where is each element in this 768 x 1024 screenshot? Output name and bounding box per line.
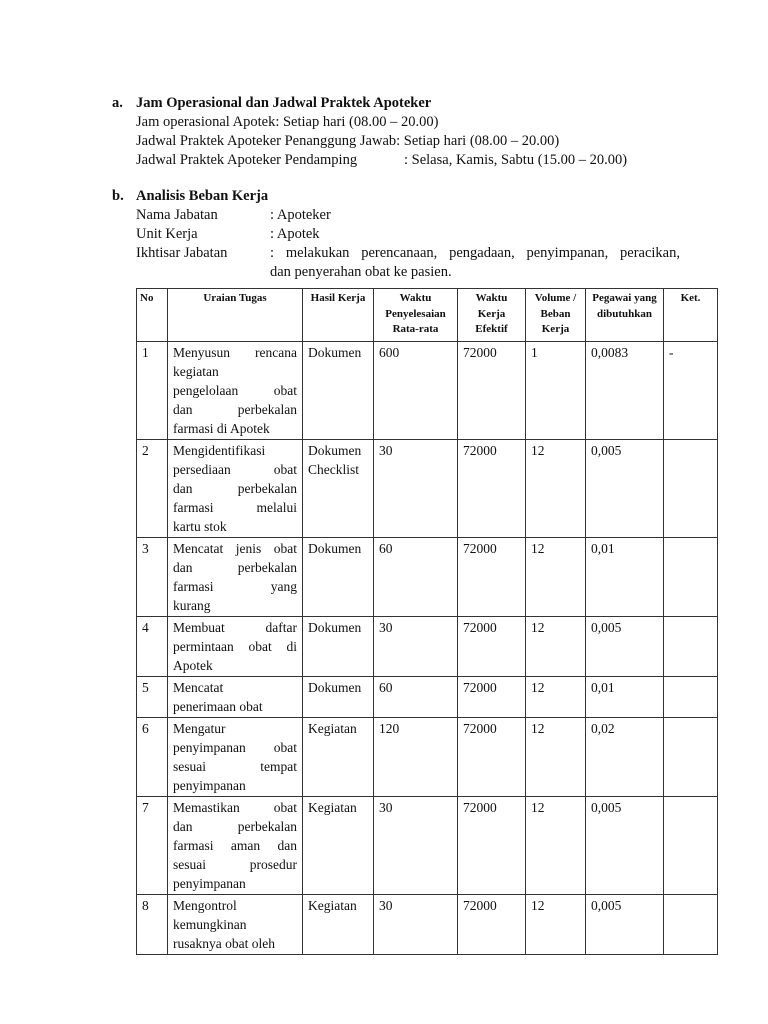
uraian-line: permintaan obat di [173, 638, 297, 654]
uraian-line: kurang [173, 597, 211, 613]
header-waktu-kerja-efektif: Waktu Kerja Efektif [458, 289, 526, 342]
cell-volume: 12 [526, 537, 586, 616]
uraian-line: pengelolaan obat [173, 382, 297, 398]
cell-uraian-tugas [168, 717, 303, 796]
uraian-line: persediaan obat [173, 461, 297, 477]
cell-waktu-penyelesaian: 30 [374, 894, 458, 954]
cell-no: 1 [137, 341, 168, 439]
cell-volume: 12 [526, 796, 586, 894]
uraian-line: dan perbekalan [173, 480, 297, 496]
uraian-line: rusaknya obat oleh [173, 935, 275, 951]
cell-no: 5 [137, 676, 168, 717]
cell-volume: 12 [526, 439, 586, 537]
cell-ket [664, 894, 718, 954]
cell-waktu-kerja-efektif: 72000 [458, 341, 526, 439]
cell-pegawai: 0,005 [586, 796, 664, 894]
cell-ket [664, 439, 718, 537]
cell-pegawai: 0,005 [586, 439, 664, 537]
uraian-line: kartu stok [173, 518, 227, 534]
cell-volume: 1 [526, 341, 586, 439]
uraian-line: dan perbekalan [173, 818, 297, 834]
cell-hasil-kerja: Kegiatan [303, 717, 374, 796]
cell-waktu-kerja-efektif: 72000 [458, 616, 526, 676]
uraian-line: penyimpanan [173, 777, 246, 793]
cell-hasil-kerja: Kegiatan [303, 796, 374, 894]
cell-hasil-kerja: Dokumen Checklist [303, 439, 374, 537]
cell-waktu-penyelesaian: 30 [374, 616, 458, 676]
uraian-line: farmasi aman dan [173, 837, 297, 853]
uraian-line: kemungkinan [173, 916, 247, 932]
cell-no: 3 [137, 537, 168, 616]
header-no: No [137, 289, 168, 342]
ikhtisar-jabatan-row [136, 244, 680, 282]
section-b [112, 187, 680, 282]
uraian-line: farmasi melalui [173, 499, 297, 515]
jadwal-pendamping-label: Jadwal Praktek Apoteker Pendamping [136, 152, 358, 168]
table-row [137, 796, 718, 894]
cell-pegawai: 0,01 [586, 537, 664, 616]
uraian-line: Mengontrol [173, 897, 237, 913]
cell-waktu-penyelesaian: 120 [374, 717, 458, 796]
cell-volume: 12 [526, 616, 586, 676]
cell-uraian-tugas [168, 616, 303, 676]
unit-kerja-label: Unit Kerja [136, 226, 198, 242]
uraian-line: dan perbekalan [173, 401, 297, 417]
uraian-line: farmasi di Apotek [173, 420, 270, 436]
cell-waktu-penyelesaian: 30 [374, 796, 458, 894]
cell-no: 7 [137, 796, 168, 894]
cell-uraian-tugas [168, 796, 303, 894]
cell-uraian-tugas [168, 537, 303, 616]
uraian-line: Mencatat jenis obat [173, 540, 297, 556]
cell-waktu-penyelesaian: 60 [374, 676, 458, 717]
uraian-line: Mengatur [173, 720, 226, 736]
cell-no: 2 [137, 439, 168, 537]
uraian-line: Mencatat [173, 679, 224, 695]
cell-pegawai: 0,01 [586, 676, 664, 717]
cell-ket [664, 796, 718, 894]
section-a [112, 94, 627, 170]
table-row [137, 537, 718, 616]
cell-pegawai: 0,005 [586, 894, 664, 954]
uraian-line: sesuai tempat [173, 758, 297, 774]
uraian-line: Apotek [173, 657, 213, 673]
table-row [137, 717, 718, 796]
table-row [137, 439, 718, 537]
uraian-line: Membuat daftar [173, 619, 297, 635]
cell-waktu-kerja-efektif: 72000 [458, 717, 526, 796]
cell-waktu-kerja-efektif: 72000 [458, 537, 526, 616]
uraian-line: Mengidentifikasi [173, 442, 266, 458]
table-row [137, 616, 718, 676]
uraian-line: penyimpanan obat [173, 739, 297, 755]
uraian-line: farmasi yang [173, 578, 297, 594]
cell-pegawai: 0,02 [586, 717, 664, 796]
cell-pegawai: 0,0083 [586, 341, 664, 439]
ikhtisar-line-1: : melakukan perencanaan, pengadaan, penyimpanan, peracikan, [270, 245, 680, 261]
uraian-line: penyimpanan [173, 875, 246, 891]
cell-hasil-kerja: Kegiatan [303, 894, 374, 954]
cell-uraian-tugas [168, 341, 303, 439]
cell-uraian-tugas [168, 439, 303, 537]
cell-uraian-tugas [168, 894, 303, 954]
header-volume-beban-kerja: Volume / Beban Kerja [526, 289, 586, 342]
cell-waktu-penyelesaian: 60 [374, 537, 458, 616]
cell-hasil-kerja: Dokumen [303, 676, 374, 717]
section-a-title: Jam Operasional dan Jadwal Praktek Apoteker [136, 95, 432, 111]
cell-ket [664, 537, 718, 616]
jadwal-penanggung-jawab-line: Jadwal Praktek Apoteker Penanggung Jawab: Setiap hari (08.00 – 20.00) [136, 133, 560, 149]
nama-jabatan-row [136, 206, 680, 225]
ikhtisar-jabatan-label: Ikhtisar Jabatan [136, 245, 228, 261]
cell-ket: - [664, 341, 718, 439]
table-body [137, 341, 718, 954]
header-ket: Ket. [664, 289, 718, 342]
cell-uraian-tugas [168, 676, 303, 717]
cell-hasil-kerja: Dokumen [303, 537, 374, 616]
ikhtisar-line-2: dan penyerahan obat ke pasien. [270, 264, 452, 280]
cell-volume: 12 [526, 894, 586, 954]
uraian-line: Memastikan obat [173, 799, 297, 815]
section-b-title: Analisis Beban Kerja [136, 188, 269, 204]
cell-hasil-kerja: Dokumen [303, 616, 374, 676]
header-waktu-penyelesaian: Waktu Penyelesaian Rata-rata [374, 289, 458, 342]
section-b-marker: b. [112, 188, 124, 204]
header-pegawai-dibutuhkan: Pegawai yang dibutuhkan [586, 289, 664, 342]
uraian-line: kegiatan [173, 363, 219, 379]
cell-waktu-penyelesaian: 600 [374, 341, 458, 439]
cell-ket [664, 616, 718, 676]
cell-ket [664, 717, 718, 796]
cell-waktu-penyelesaian: 30 [374, 439, 458, 537]
section-a-marker: a. [112, 95, 123, 111]
cell-volume: 12 [526, 717, 586, 796]
cell-pegawai: 0,005 [586, 616, 664, 676]
nama-jabatan-label: Nama Jabatan [136, 207, 218, 223]
cell-waktu-kerja-efektif: 72000 [458, 676, 526, 717]
nama-jabatan-value: : Apoteker [270, 207, 331, 223]
uraian-line: penerimaan obat [173, 698, 263, 714]
unit-kerja-value: : Apotek [270, 226, 320, 242]
ikhtisar-jabatan-value [270, 244, 680, 282]
cell-waktu-kerja-efektif: 72000 [458, 796, 526, 894]
cell-hasil-kerja: Dokumen [303, 341, 374, 439]
uraian-line: sesuai prosedur [173, 856, 297, 872]
beban-kerja-table [136, 288, 718, 955]
unit-kerja-row [136, 225, 680, 244]
jam-operasional-line: Jam operasional Apotek: Setiap hari (08.00 – 20.00) [136, 114, 439, 130]
jadwal-pendamping-line [136, 151, 627, 170]
table-header-row [137, 289, 718, 342]
cell-waktu-kerja-efektif: 72000 [458, 894, 526, 954]
cell-no: 4 [137, 616, 168, 676]
cell-no: 8 [137, 894, 168, 954]
cell-volume: 12 [526, 676, 586, 717]
header-uraian-tugas: Uraian Tugas [168, 289, 303, 342]
table-row [137, 341, 718, 439]
cell-ket [664, 676, 718, 717]
table-row [137, 894, 718, 954]
cell-waktu-kerja-efektif: 72000 [458, 439, 526, 537]
uraian-line: dan perbekalan [173, 559, 297, 575]
header-hasil-kerja: Hasil Kerja [303, 289, 374, 342]
table-row [137, 676, 718, 717]
cell-no: 6 [137, 717, 168, 796]
uraian-line: Menyusun rencana [173, 344, 297, 360]
jadwal-pendamping-value: : Selasa, Kamis, Sabtu (15.00 – 20.00) [404, 152, 628, 168]
